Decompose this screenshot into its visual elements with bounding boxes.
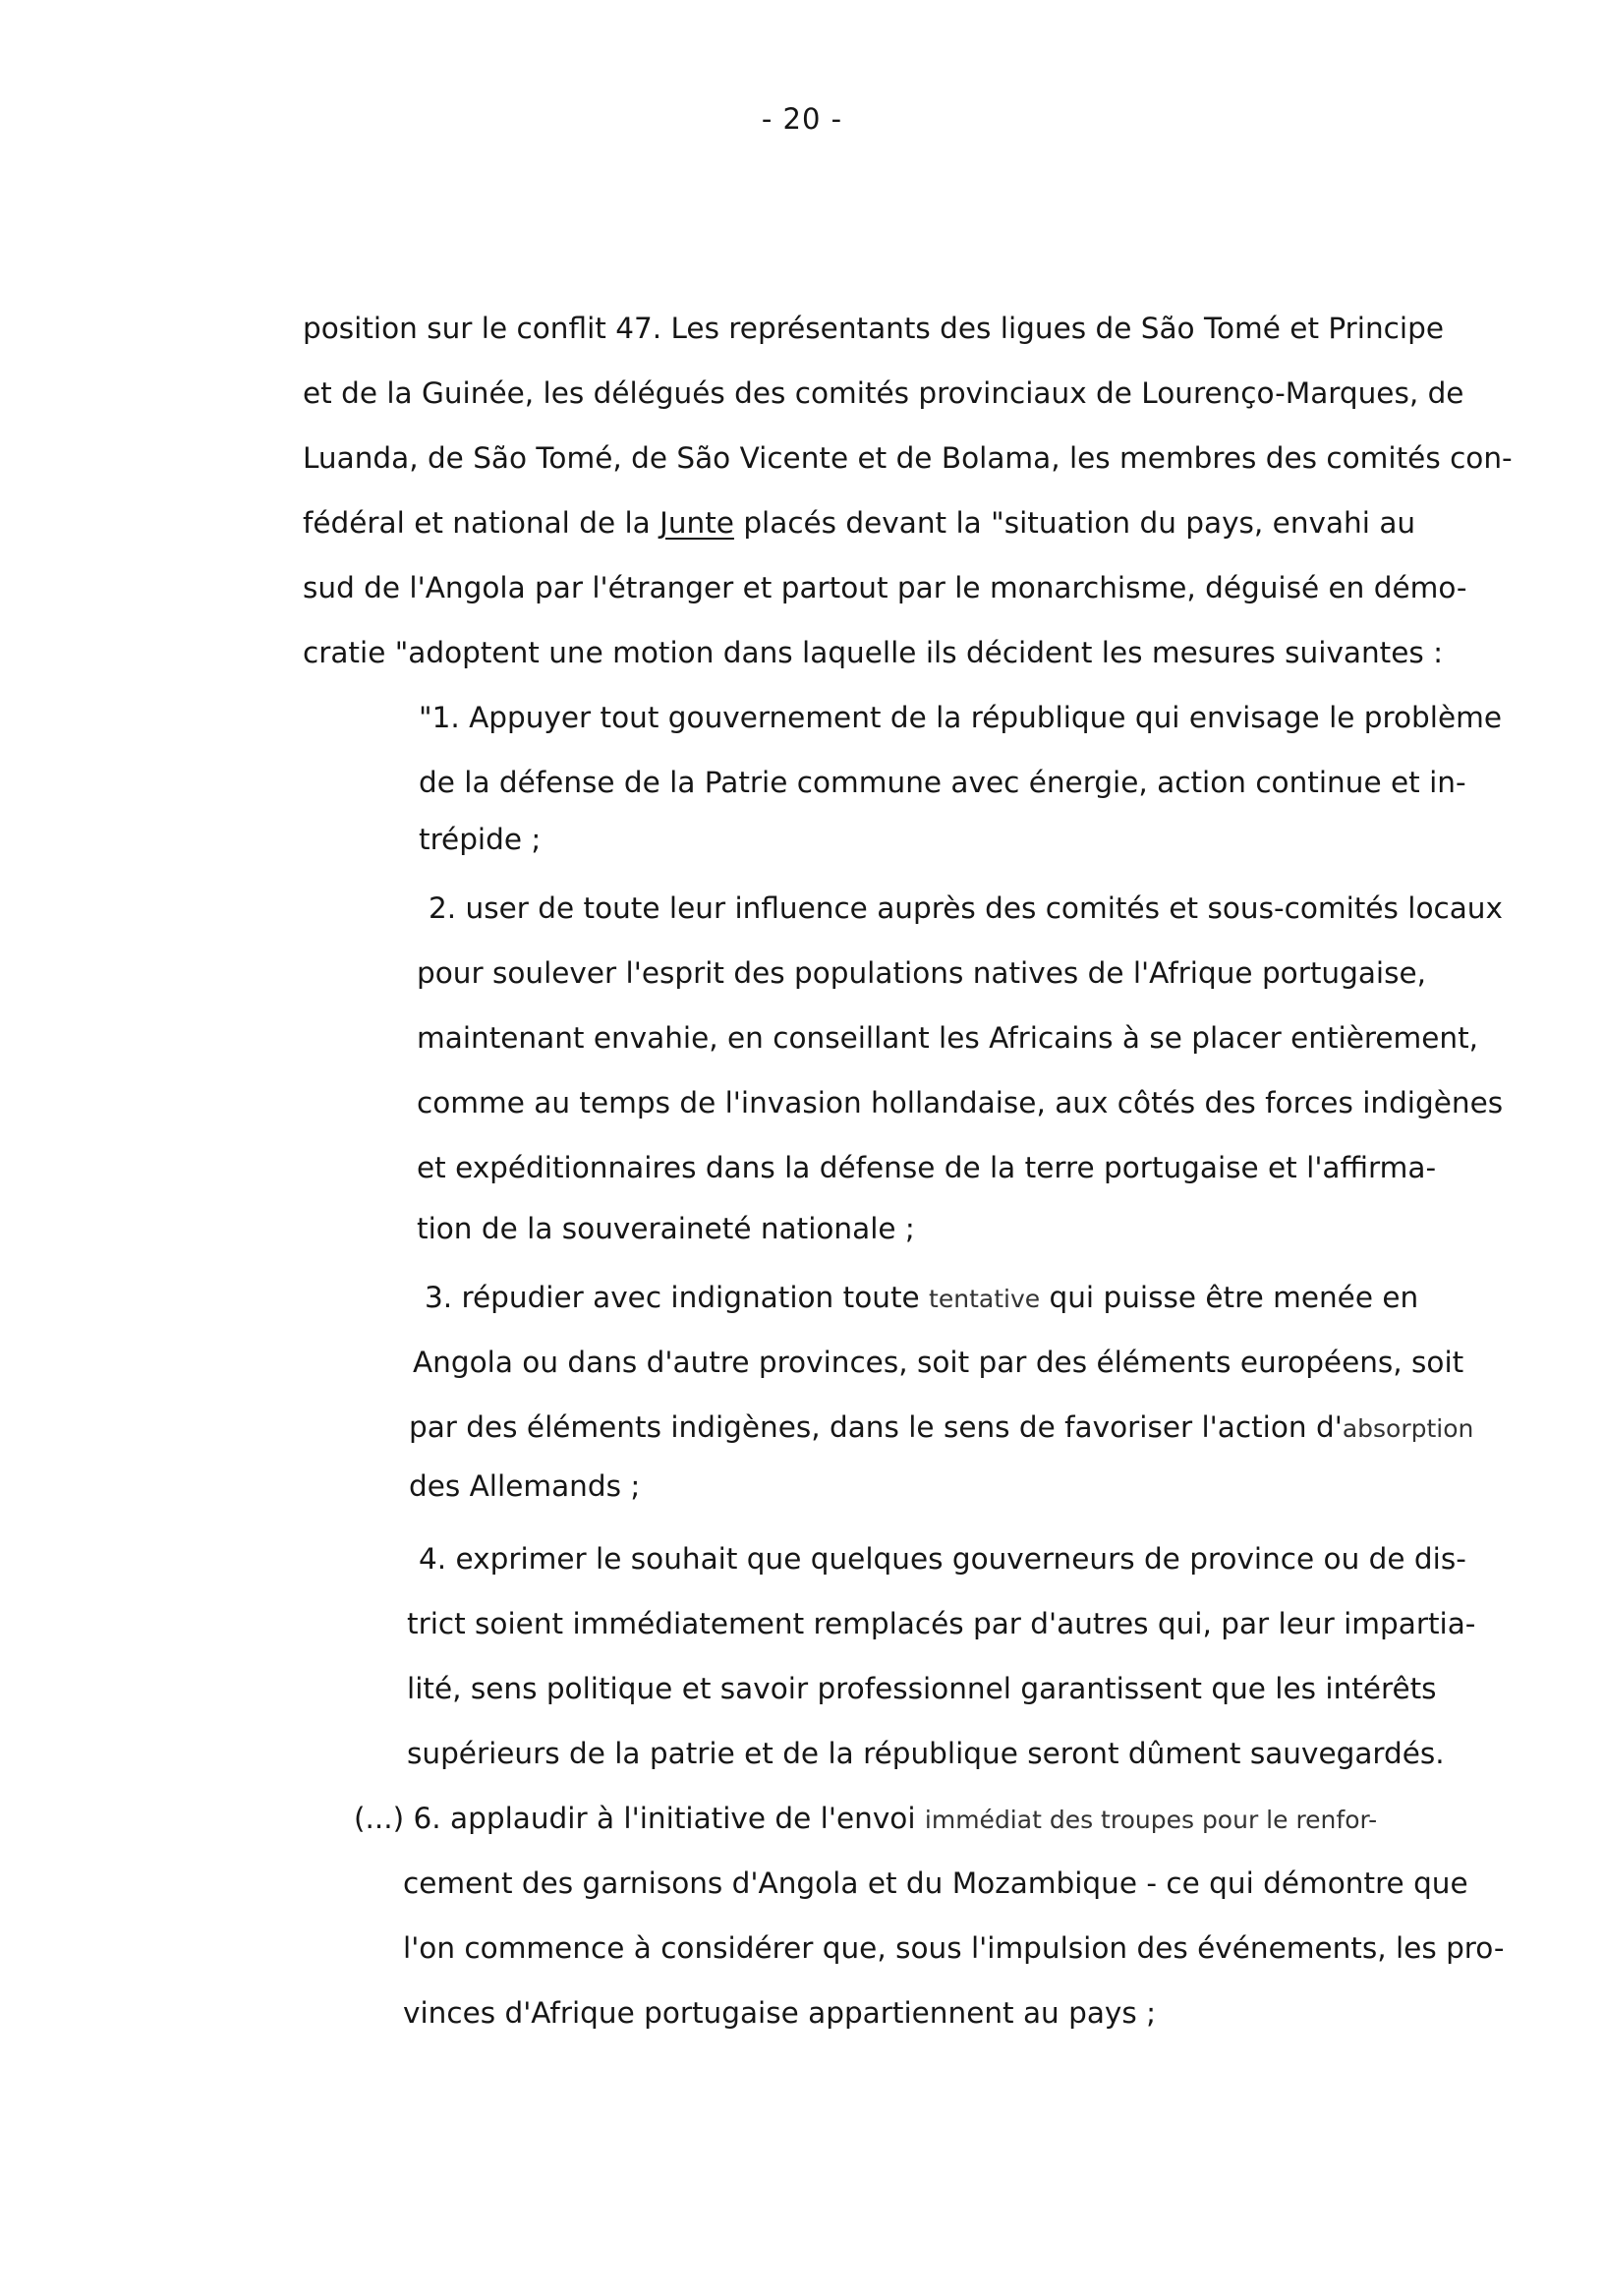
item4-line-3: lité, sens politique et savoir professionnel garantissent que les intérêts xyxy=(407,1672,1437,1705)
intro-line-3: Luanda, de São Tomé, de São Vicente et de Bolama, les membres des comités con- xyxy=(303,441,1513,475)
intro-line-4 xyxy=(303,505,1415,541)
item3-line-1-end: qui puisse être menée en xyxy=(1040,1281,1419,1314)
item2-line-3: maintenant envahie, en conseillant les Africains à se placer entièrement, xyxy=(417,1021,1479,1055)
item2-line-2: pour soulever l'esprit des populations natives de l'Afrique portugaise, xyxy=(417,956,1427,990)
item6-line-3: l'on commence à considérer que, sous l'impulsion des événements, les pro- xyxy=(403,1931,1505,1965)
item4-line-4: supérieurs de la patrie et de la république seront dûment sauvegardés. xyxy=(407,1737,1445,1770)
item6-line-1 xyxy=(354,1801,1377,1838)
item4-line-2: trict soient immédiatement remplacés par d'autres qui, par leur impartia- xyxy=(407,1607,1476,1640)
item3-absorption: absorption xyxy=(1342,1414,1474,1443)
intro-line-4-end: placés devant la "situation du pays, envahi au xyxy=(733,506,1416,540)
item6-line-2: cement des garnisons d'Angola et du Mozambique - ce qui démontre que xyxy=(403,1866,1468,1900)
item2-line-1: 2. user de toute leur influence auprès des comités et sous-comités locaux xyxy=(429,891,1503,925)
intro-line-4-start: fédéral et national de la xyxy=(303,506,660,540)
intro-line-6: cratie "adoptent une motion dans laquelle ils décident les mesures suivantes : xyxy=(303,636,1444,669)
intro-line-1: position sur le conflit 47. Les représentants des ligues de São Tomé et Principe xyxy=(303,312,1444,345)
item3-tentative: tentative xyxy=(929,1285,1041,1313)
item6-line-4: vinces d'Afrique portugaise appartiennent au pays ; xyxy=(403,1996,1157,2030)
item2-line-5: et expéditionnaires dans la défense de la terre portugaise et l'affirma- xyxy=(417,1151,1437,1184)
item3-line-3 xyxy=(409,1409,1473,1447)
item3-line-1-start: 3. répudier avec indignation toute xyxy=(425,1281,930,1314)
item2-line-6: tion de la souveraineté nationale ; xyxy=(417,1212,915,1245)
item3-line-2: Angola ou dans d'autre provinces, soit par des éléments européens, soit xyxy=(413,1346,1464,1379)
item3-line-3-start: par des éléments indigènes, dans le sens de favoriser l'action d' xyxy=(409,1410,1343,1444)
item4-line-1: 4. exprimer le souhait que quelques gouverneurs de province ou de dis- xyxy=(419,1542,1466,1576)
item3-line-1 xyxy=(425,1280,1418,1317)
intro-line-2: et de la Guinée, les délégués des comités provinciaux de Lourenço-Marques, de xyxy=(303,376,1464,410)
intro-line-5: sud de l'Angola par l'étranger et partout par le monarchisme, déguisé en démo- xyxy=(303,571,1467,604)
item3-line-4: des Allemands ; xyxy=(409,1469,641,1503)
junte-underlined: Junte xyxy=(659,506,734,540)
item6-line-1-start: (...) 6. applaudir à l'initiative de l'envoi xyxy=(354,1802,925,1835)
item1-line-1: "1. Appuyer tout gouvernement de la république qui envisage le problème xyxy=(419,701,1503,734)
item1-line-3: trépide ; xyxy=(419,823,542,856)
page-number: - 20 - xyxy=(761,102,843,136)
item2-line-4: comme au temps de l'invasion hollandaise, aux côtés des forces indigènes xyxy=(417,1086,1504,1119)
item6-line-1-small: immédiat des troupes pour le renfor- xyxy=(924,1806,1378,1834)
item1-line-2: de la défense de la Patrie commune avec énergie, action continue et in- xyxy=(419,766,1466,799)
